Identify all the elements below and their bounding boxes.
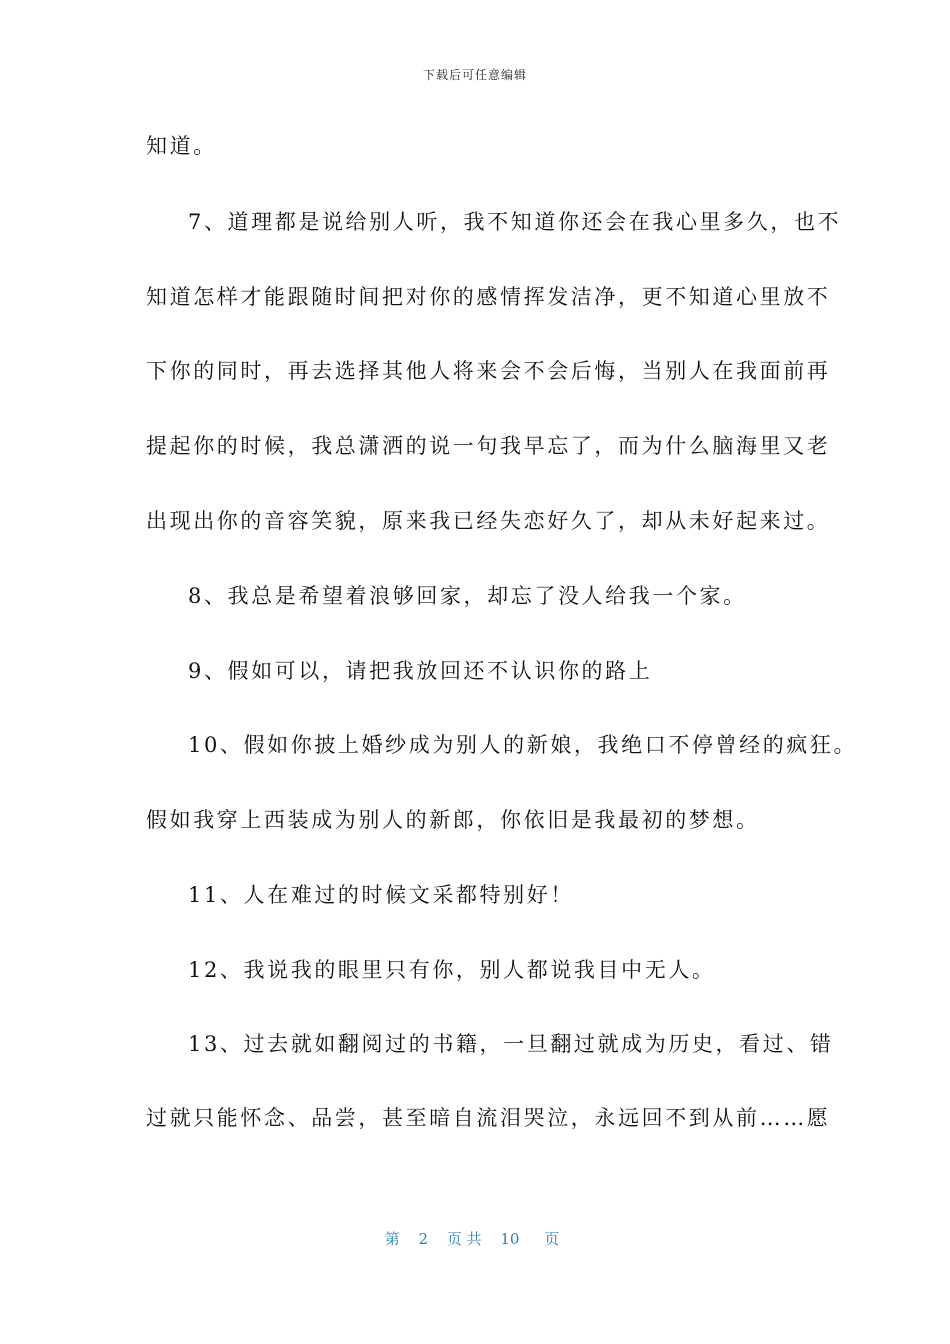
text-line: 知道。 — [146, 134, 217, 158]
page-footer — [0, 1228, 950, 1249]
text-line: 8、我总是希望着浪够回家，却忘了没人给我一个家。 — [188, 584, 747, 608]
footer-page-number: 2 — [418, 1230, 429, 1248]
text-line: 下你的同时，再去选择其他人将来会不会后悔，当别人在我面前再 — [146, 359, 831, 383]
text-line: 12、我说我的眼里只有你，别人都说我目中无人。 — [188, 958, 716, 982]
text-line: 10、假如你披上婚纱成为别人的新娘，我绝口不停曾经的疯狂。 — [188, 733, 858, 757]
text-line: 假如我穿上西装成为别人的新郎，你依旧是我最初的梦想。 — [146, 808, 760, 832]
text-line: 过就只能怀念、品尝，甚至暗自流泪哭泣，永远回不到从前……愿 — [146, 1106, 831, 1130]
text-line: 9、假如可以，请把我放回还不认识你的路上 — [188, 659, 653, 683]
text-line: 13、过去就如翻阅过的书籍，一旦翻过就成为历史，看过、错 — [188, 1032, 834, 1056]
text-line: 提起你的时候，我总潇洒的说一句我早忘了，而为什么脑海里又老 — [146, 434, 831, 458]
page-header: 下载后可任意编辑 — [422, 68, 527, 82]
footer-suffix: 页 — [544, 1230, 560, 1248]
footer-total-pages: 10 — [500, 1230, 520, 1248]
text-line: 7、道理都是说给别人听，我不知道你还会在我心里多久，也不 — [188, 210, 842, 234]
text-line: 出现出你的音容笑貌，原来我已经失恋好久了，却从未好起来过。 — [146, 509, 831, 533]
text-line: 知道怎样才能跟随时间把对你的感情挥发洁净，更不知道心里放不 — [146, 285, 831, 309]
footer-prefix: 第 — [384, 1230, 400, 1248]
text-line: 11、人在难过的时候文采都特别好！ — [188, 883, 574, 907]
footer-middle: 页 共 — [446, 1230, 482, 1248]
